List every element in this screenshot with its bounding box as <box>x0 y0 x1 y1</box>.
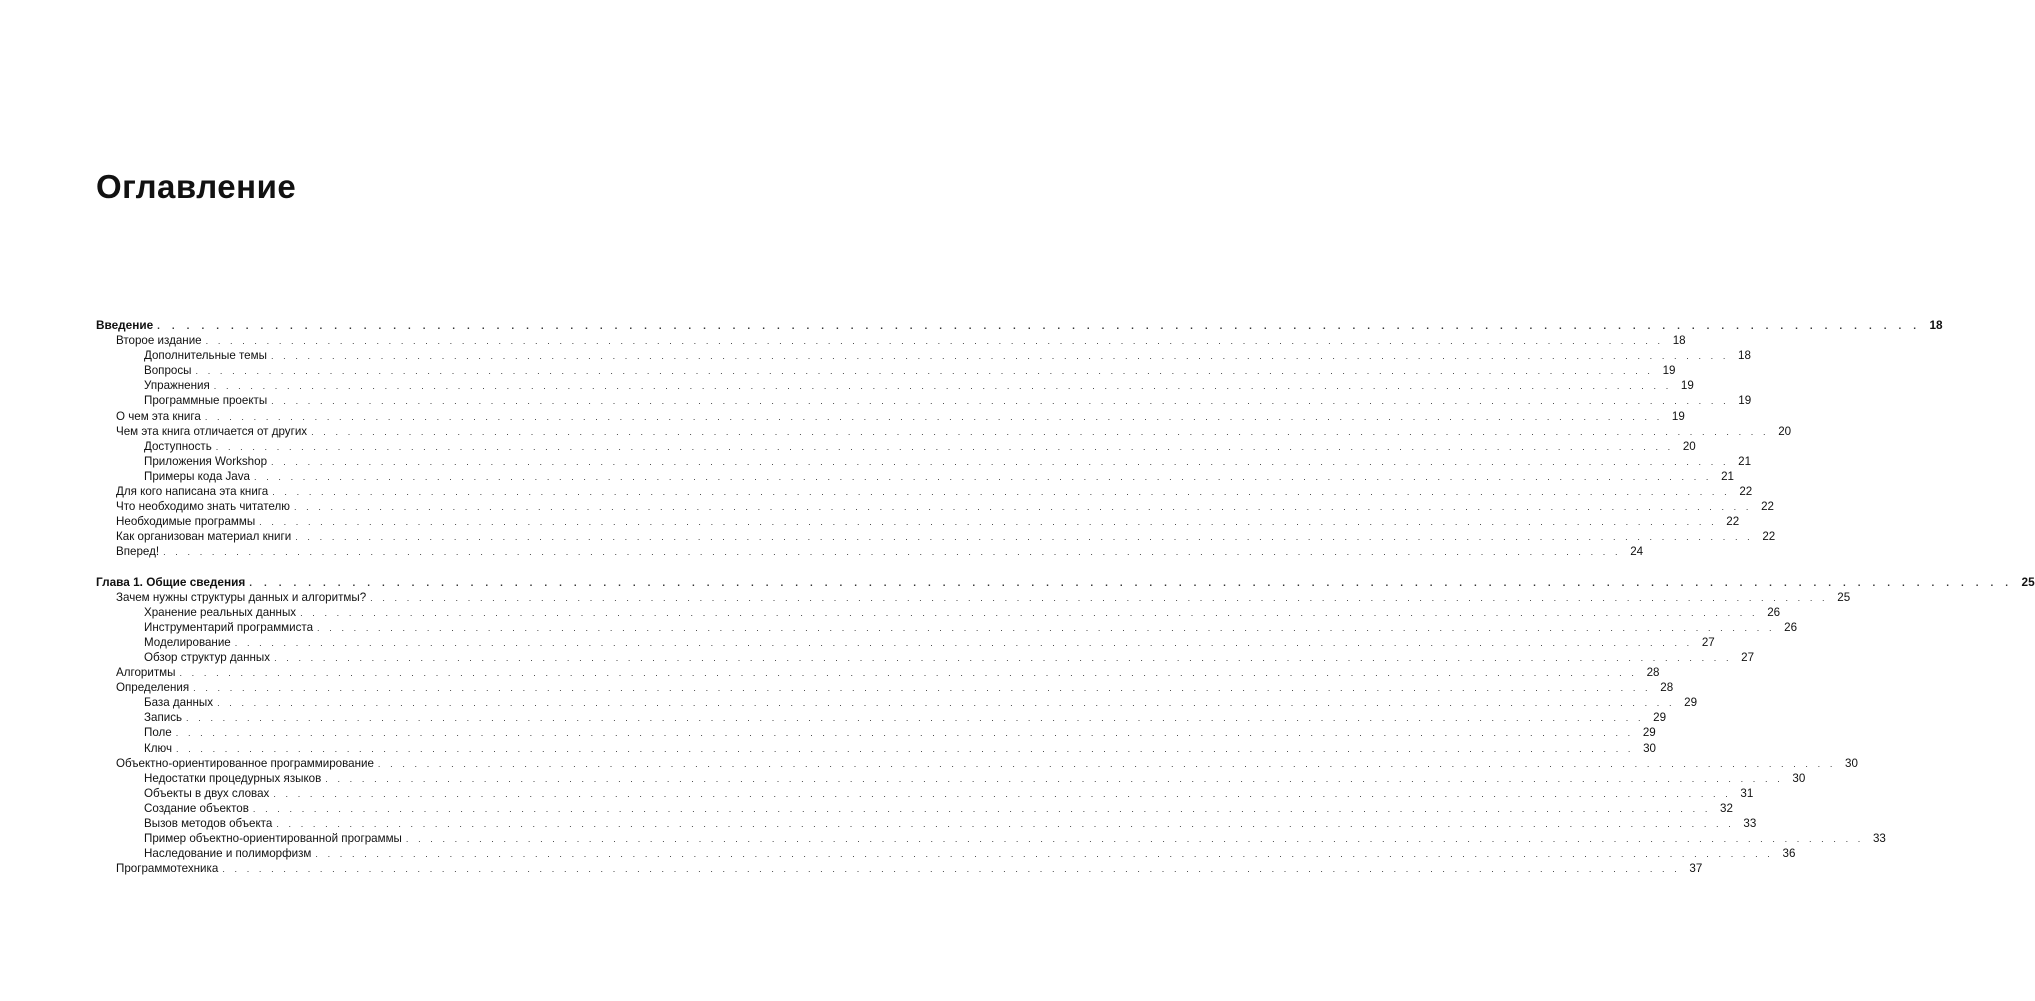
toc-entry-page-number: 19 <box>1662 364 1676 378</box>
toc-entry-page-number: 28 <box>1660 681 1674 695</box>
dot-leader: . . . . . . . . . . . . . . . . . . . . . . . . . . . . . . . . . . . . . . . . . . . . . . . . . . . . . . . . . . . . . . . . . . . . . . . . . . . . . . . . . . . . . . . . . . . . . . . . . . . . . . . . . . . . . . . . . . . . . . . . <box>163 547 1622 558</box>
toc-entry-title: Приложения Workshop <box>144 454 271 469</box>
toc-entry[interactable] <box>96 665 1660 680</box>
toc-entry[interactable] <box>96 725 1656 740</box>
toc-entry[interactable] <box>96 514 1740 529</box>
toc-entry[interactable] <box>96 454 1752 469</box>
dot-leader: . . . . . . . . . . . . . . . . . . . . . . . . . . . . . . . . . . . . . . . . . . . . . . . . . . . . . . . . . . . . . . . . . . . . . . . . . . . . . . . . . . . . . . . . . . . . . . . . . . . . . . . . . . . . . . . . . . . . . . . . <box>370 592 1829 603</box>
toc-entry[interactable] <box>96 363 1676 378</box>
dot-leader: . . . . . . . . . . . . . . . . . . . . . . . . . . . . . . . . . . . . . . . . . . . . . . . . . . . . . . . . . . . . . . . . . . . . . . . . . . . . . . . . . . . . . . . . . . . . . . . . . . . . . . . . . . . . . . . . . . . . . . . . <box>315 849 1774 860</box>
toc-entry[interactable] <box>96 635 1715 650</box>
toc-entry-title: Необходимые программы <box>116 514 259 529</box>
toc-entry[interactable] <box>96 499 1774 514</box>
page-title: Оглавление <box>96 168 297 205</box>
toc-entry-page-number: 27 <box>1701 635 1715 649</box>
toc-entry[interactable] <box>96 424 1792 439</box>
toc-entry-page-number: 25 <box>2021 574 2035 589</box>
dot-leader: . . . . . . . . . . . . . . . . . . . . . . . . . . . . . . . . . . . . . . . . . . . . . . . . . . . . . . . . . . . . . . . . . . . . . . . . . . . . . . . . . . . . . . . . . . . . . . . . . . . . . . . . . . . . . . . . . . . . . . . . <box>259 517 1718 528</box>
toc-entry[interactable] <box>96 710 1667 725</box>
toc-entry-title: Дополнительные темы <box>144 348 271 363</box>
toc-entry-title: Доступность <box>144 439 216 454</box>
dot-leader: . . . . . . . . . . . . . . . . . . . . . . . . . . . . . . . . . . . . . . . . . . . . . . . . . . . . . . . . . . . . . . . . . . . . . . . . . . . . . . . . . . . . . . . . . . . . . . . . . . . . . . . . . . . . . . . . . . . . . . . . <box>252 803 1711 814</box>
dot-leader: . . . . . . . . . . . . . . . . . . . . . . . . . . . . . . . . . . . . . . . . . . . . . . . . . . . . . . . . . . . . . . . . . . . . . . . . . . . . . . . . . . . . . . . . . . . . . . . . . . . . . . . . . . . . . . . . . . . . . . . . <box>325 773 1784 784</box>
toc-entry-title: Примеры кода Java <box>144 469 254 484</box>
dot-leader: . . . . . . . . . . . . . . . . . . . . . . . . . . . . . . . . . . . . . . . . . . . . . . . . . . . . . . . . . . . . . . . . . . . . . . . . . . . . . . . . . . . . . . . . . . . . . . . . . . . . . . . . . . . . . . . . . . . . . . . . <box>195 366 1654 377</box>
toc-entry-page-number: 18 <box>1738 349 1751 363</box>
toc-entry-title: Обзор структур данных <box>144 650 274 665</box>
toc-entry-title: Наследование и полиморфизм <box>144 846 315 861</box>
toc-entry[interactable] <box>96 861 1703 876</box>
dot-leader: . . . . . . . . . . . . . . . . . . . . . . . . . . . . . . . . . . . . . . . . . . . . . . . . . . . . . . . . . . . . . . . . . . . . . . . . . . . . . . . . . . . . . . . . . . . . . . . . . . . . . . . . . . . . . . . . . . . . . . . . <box>217 698 1676 709</box>
toc-entry[interactable] <box>96 695 1698 710</box>
toc-chapter-entry[interactable] <box>96 318 1943 333</box>
toc-entry-page-number: 31 <box>1740 786 1754 800</box>
table-of-contents <box>96 318 2035 876</box>
toc-entry-page-number: 19 <box>1671 409 1685 423</box>
toc-entry-title: Второе издание <box>116 333 206 348</box>
toc-entry-title: Поле <box>144 725 176 740</box>
toc-entry-title: Объектно-ориентированное программирование <box>116 756 378 771</box>
toc-entry[interactable] <box>96 756 1858 771</box>
toc-entry-page-number: 26 <box>1767 605 1781 619</box>
toc-entry-title: Вперед! <box>116 544 163 559</box>
toc-entry-page-number: 22 <box>1762 530 1776 544</box>
toc-entry-title: Ключ <box>144 741 176 756</box>
toc-entry-page-number: 25 <box>1837 590 1851 604</box>
toc-entry-title: Моделирование <box>144 635 235 650</box>
toc-entry-page-number: 32 <box>1720 801 1733 815</box>
dot-leader: . . . . . . . . . . . . . . . . . . . . . . . . . . . . . . . . . . . . . . . . . . . . . . . . . . . . . . . . . . . . . . . . . . . . . . . . . . . . . . . . . . . . . . . . . . . . . . . . . . . . . . . . . . . . . . . . . . . . . . . . <box>293 502 1752 513</box>
toc-entry[interactable] <box>96 816 1757 831</box>
dot-leader: . . . . . . . . . . . . . . . . . . . . . . . . . . . . . . . . . . . . . . . . . . . . . . . . . . . . . . . . . . . . . . . . . . . . . . . . . . . . . . . . . . . . . . . . . . . . . . . . . . . . . . . . . . . . . . . . . . . . . . . . <box>249 577 2013 589</box>
dot-leader: . . . . . . . . . . . . . . . . . . . . . . . . . . . . . . . . . . . . . . . . . . . . . . . . . . . . . . . . . . . . . . . . . . . . . . . . . . . . . . . . . . . . . . . . . . . . . . . . . . . . . . . . . . . . . . . . . . . . . . . . <box>271 456 1730 467</box>
dot-leader: . . . . . . . . . . . . . . . . . . . . . . . . . . . . . . . . . . . . . . . . . . . . . . . . . . . . . . . . . . . . . . . . . . . . . . . . . . . . . . . . . . . . . . . . . . . . . . . . . . . . . . . . . . . . . . . . . . . . . . . . <box>175 728 1634 739</box>
toc-entry-title: Программотехника <box>116 861 222 876</box>
dot-leader: . . . . . . . . . . . . . . . . . . . . . . . . . . . . . . . . . . . . . . . . . . . . . . . . . . . . . . . . . . . . . . . . . . . . . . . . . . . . . . . . . . . . . . . . . . . . . . . . . . . . . . . . . . . . . . . . . . . . . . . . <box>157 321 1921 332</box>
toc-entry-page-number: 33 <box>1743 817 1757 830</box>
dot-leader: . . . . . . . . . . . . . . . . . . . . . . . . . . . . . . . . . . . . . . . . . . . . . . . . . . . . . . . . . . . . . . . . . . . . . . . . . . . . . . . . . . . . . . . . . . . . . . . . . . . . . . . . . . . . . . . . . . . . . . . . <box>405 834 1864 845</box>
toc-entry-page-number: 24 <box>1630 545 1644 559</box>
toc-entry-page-number: 30 <box>1845 756 1858 770</box>
toc-entry[interactable] <box>96 484 1753 499</box>
toc-entry-page-number: 37 <box>1689 862 1703 876</box>
toc-entry-title: Зачем нужны структуры данных и алгоритмы? <box>116 590 370 605</box>
dot-leader: . . . . . . . . . . . . . . . . . . . . . . . . . . . . . . . . . . . . . . . . . . . . . . . . . . . . . . . . . . . . . . . . . . . . . . . . . . . . . . . . . . . . . . . . . . . . . . . . . . . . . . . . . . . . . . . . . . . . . . . . <box>273 788 1732 799</box>
toc-entry-page-number: 18 <box>1929 318 1943 332</box>
toc-entry-title: Инструментарий программиста <box>144 620 317 635</box>
toc-entry-title: Программные проекты <box>144 393 271 408</box>
dot-leader: . . . . . . . . . . . . . . . . . . . . . . . . . . . . . . . . . . . . . . . . . . . . . . . . . . . . . . . . . . . . . . . . . . . . . . . . . . . . . . . . . . . . . . . . . . . . . . . . . . . . . . . . . . . . . . . . . . . . . . . . <box>186 713 1645 724</box>
toc-entry-title: Определения <box>116 680 193 695</box>
toc-entry-page-number: 29 <box>1653 711 1667 725</box>
dot-leader: . . . . . . . . . . . . . . . . . . . . . . . . . . . . . . . . . . . . . . . . . . . . . . . . . . . . . . . . . . . . . . . . . . . . . . . . . . . . . . . . . . . . . . . . . . . . . . . . . . . . . . . . . . . . . . . . . . . . . . . . <box>271 396 1730 407</box>
toc-entry[interactable] <box>96 409 1685 424</box>
toc-entry-title: Чем эта книга отличается от других <box>116 424 311 439</box>
dot-leader: . . . . . . . . . . . . . . . . . . . . . . . . . . . . . . . . . . . . . . . . . . . . . . . . . . . . . . . . . . . . . . . . . . . . . . . . . . . . . . . . . . . . . . . . . . . . . . . . . . . . . . . . . . . . . . . . . . . . . . . . <box>213 381 1672 392</box>
dot-leader: . . . . . . . . . . . . . . . . . . . . . . . . . . . . . . . . . . . . . . . . . . . . . . . . . . . . . . . . . . . . . . . . . . . . . . . . . . . . . . . . . . . . . . . . . . . . . . . . . . . . . . . . . . . . . . . . . . . . . . . . <box>311 426 1770 437</box>
dot-leader: . . . . . . . . . . . . . . . . . . . . . . . . . . . . . . . . . . . . . . . . . . . . . . . . . . . . . . . . . . . . . . . . . . . . . . . . . . . . . . . . . . . . . . . . . . . . . . . . . . . . . . . . . . . . . . . . . . . . . . . . <box>176 743 1635 754</box>
toc-entry[interactable] <box>96 348 1751 363</box>
toc-entry[interactable] <box>96 378 1694 393</box>
dot-leader: . . . . . . . . . . . . . . . . . . . . . . . . . . . . . . . . . . . . . . . . . . . . . . . . . . . . . . . . . . . . . . . . . . . . . . . . . . . . . . . . . . . . . . . . . . . . . . . . . . . . . . . . . . . . . . . . . . . . . . . . <box>205 336 1664 347</box>
dot-leader: . . . . . . . . . . . . . . . . . . . . . . . . . . . . . . . . . . . . . . . . . . . . . . . . . . . . . . . . . . . . . . . . . . . . . . . . . . . . . . . . . . . . . . . . . . . . . . . . . . . . . . . . . . . . . . . . . . . . . . . . <box>215 441 1674 452</box>
toc-entry[interactable] <box>96 650 1755 665</box>
toc-entry-page-number: 18 <box>1672 334 1686 348</box>
toc-entry-page-number: 22 <box>1739 485 1753 499</box>
toc-entry-page-number: 33 <box>1872 832 1886 846</box>
toc-entry-page-number: 29 <box>1684 696 1698 710</box>
toc-entry-page-number: 27 <box>1741 650 1755 664</box>
dot-leader: . . . . . . . . . . . . . . . . . . . . . . . . . . . . . . . . . . . . . . . . . . . . . . . . . . . . . . . . . . . . . . . . . . . . . . . . . . . . . . . . . . . . . . . . . . . . . . . . . . . . . . . . . . . . . . . . . . . . . . . . <box>270 351 1729 362</box>
toc-entry-page-number: 20 <box>1682 439 1696 453</box>
toc-entry-page-number: 30 <box>1792 771 1806 785</box>
toc-entry-title: Упражнения <box>144 378 214 393</box>
toc-entry[interactable] <box>96 544 1644 559</box>
toc-entry-title: Вопросы <box>144 363 196 378</box>
toc-entry[interactable] <box>96 529 1776 544</box>
toc-entry-page-number: 36 <box>1782 847 1796 861</box>
toc-entry[interactable] <box>96 831 1886 846</box>
toc-entry-title: Глава 1. Общие сведения <box>96 575 249 590</box>
toc-entry-page-number: 28 <box>1646 666 1660 680</box>
toc-entry-title: Пример объектно-ориентированной программы <box>144 831 406 846</box>
toc-entry-title: Как организован материал книги <box>116 529 295 544</box>
toc-entry[interactable] <box>96 786 1754 801</box>
toc-entry[interactable] <box>96 605 1781 620</box>
toc-entry-page-number: 30 <box>1643 741 1657 755</box>
toc-entry-title: Для кого написана эта книга <box>116 484 272 499</box>
dot-leader: . . . . . . . . . . . . . . . . . . . . . . . . . . . . . . . . . . . . . . . . . . . . . . . . . . . . . . . . . . . . . . . . . . . . . . . . . . . . . . . . . . . . . . . . . . . . . . . . . . . . . . . . . . . . . . . . . . . . . . . . <box>377 758 1836 769</box>
dot-leader: . . . . . . . . . . . . . . . . . . . . . . . . . . . . . . . . . . . . . . . . . . . . . . . . . . . . . . . . . . . . . . . . . . . . . . . . . . . . . . . . . . . . . . . . . . . . . . . . . . . . . . . . . . . . . . . . . . . . . . . . <box>222 864 1681 875</box>
dot-leader: . . . . . . . . . . . . . . . . . . . . . . . . . . . . . . . . . . . . . . . . . . . . . . . . . . . . . . . . . . . . . . . . . . . . . . . . . . . . . . . . . . . . . . . . . . . . . . . . . . . . . . . . . . . . . . . . . . . . . . . . <box>274 652 1733 663</box>
toc-entry[interactable] <box>96 333 1686 348</box>
dot-leader: . . . . . . . . . . . . . . . . . . . . . . . . . . . . . . . . . . . . . . . . . . . . . . . . . . . . . . . . . . . . . . . . . . . . . . . . . . . . . . . . . . . . . . . . . . . . . . . . . . . . . . . . . . . . . . . . . . . . . . . . <box>295 532 1754 543</box>
toc-entry-title: Хранение реальных данных <box>144 605 300 620</box>
toc-entry-page-number: 26 <box>1784 620 1798 634</box>
toc-entry-title: Недостатки процедурных языков <box>144 771 325 786</box>
toc-entry-title: О чем эта книга <box>116 409 205 424</box>
toc-entry-page-number: 21 <box>1738 454 1752 468</box>
toc-entry-page-number: 29 <box>1642 726 1656 740</box>
toc-entry[interactable] <box>96 680 1674 695</box>
toc-entry-page-number: 20 <box>1778 424 1792 438</box>
toc-section <box>96 318 1943 560</box>
toc-entry-title: Создание объектов <box>144 801 253 816</box>
toc-entry-title: Вызов методов объекта <box>144 816 276 831</box>
toc-chapter-entry[interactable] <box>96 574 2035 590</box>
dot-leader: . . . . . . . . . . . . . . . . . . . . . . . . . . . . . . . . . . . . . . . . . . . . . . . . . . . . . . . . . . . . . . . . . . . . . . . . . . . . . . . . . . . . . . . . . . . . . . . . . . . . . . . . . . . . . . . . . . . . . . . . <box>272 487 1731 498</box>
dot-leader: . . . . . . . . . . . . . . . . . . . . . . . . . . . . . . . . . . . . . . . . . . . . . . . . . . . . . . . . . . . . . . . . . . . . . . . . . . . . . . . . . . . . . . . . . . . . . . . . . . . . . . . . . . . . . . . . . . . . . . . . <box>300 607 1759 618</box>
toc-entry-title: Алгоритмы <box>116 665 179 680</box>
toc-entry[interactable] <box>96 801 1733 816</box>
toc-entry-title: Запись <box>144 710 186 725</box>
toc-entry[interactable] <box>96 846 1796 861</box>
toc-entry-page-number: 19 <box>1738 394 1752 408</box>
dot-leader: . . . . . . . . . . . . . . . . . . . . . . . . . . . . . . . . . . . . . . . . . . . . . . . . . . . . . . . . . . . . . . . . . . . . . . . . . . . . . . . . . . . . . . . . . . . . . . . . . . . . . . . . . . . . . . . . . . . . . . . . <box>317 622 1776 633</box>
dot-leader: . . . . . . . . . . . . . . . . . . . . . . . . . . . . . . . . . . . . . . . . . . . . . . . . . . . . . . . . . . . . . . . . . . . . . . . . . . . . . . . . . . . . . . . . . . . . . . . . . . . . . . . . . . . . . . . . . . . . . . . . <box>276 819 1735 829</box>
toc-entry-title: База данных <box>144 695 217 710</box>
toc-entry[interactable] <box>96 439 1696 454</box>
dot-leader: . . . . . . . . . . . . . . . . . . . . . . . . . . . . . . . . . . . . . . . . . . . . . . . . . . . . . . . . . . . . . . . . . . . . . . . . . . . . . . . . . . . . . . . . . . . . . . . . . . . . . . . . . . . . . . . . . . . . . . . . <box>234 637 1693 648</box>
toc-section <box>96 574 2035 877</box>
toc-entry-page-number: 21 <box>1721 469 1735 483</box>
toc-entry-page-number: 22 <box>1726 515 1740 529</box>
dot-leader: . . . . . . . . . . . . . . . . . . . . . . . . . . . . . . . . . . . . . . . . . . . . . . . . . . . . . . . . . . . . . . . . . . . . . . . . . . . . . . . . . . . . . . . . . . . . . . . . . . . . . . . . . . . . . . . . . . . . . . . . <box>204 411 1663 422</box>
toc-entry-title: Введение <box>96 318 157 333</box>
dot-leader: . . . . . . . . . . . . . . . . . . . . . . . . . . . . . . . . . . . . . . . . . . . . . . . . . . . . . . . . . . . . . . . . . . . . . . . . . . . . . . . . . . . . . . . . . . . . . . . . . . . . . . . . . . . . . . . . . . . . . . . . <box>254 471 1713 482</box>
toc-entry-title: Что необходимо знать читателю <box>116 499 294 514</box>
toc-entry[interactable] <box>96 469 1735 484</box>
toc-entry-title: Объекты в двух словах <box>144 786 273 801</box>
toc-entry[interactable] <box>96 393 1752 408</box>
dot-leader: . . . . . . . . . . . . . . . . . . . . . . . . . . . . . . . . . . . . . . . . . . . . . . . . . . . . . . . . . . . . . . . . . . . . . . . . . . . . . . . . . . . . . . . . . . . . . . . . . . . . . . . . . . . . . . . . . . . . . . . . <box>193 683 1652 694</box>
toc-entry-page-number: 22 <box>1761 500 1774 514</box>
toc-entry[interactable] <box>96 771 1806 786</box>
toc-entry[interactable] <box>96 590 1851 605</box>
dot-leader: . . . . . . . . . . . . . . . . . . . . . . . . . . . . . . . . . . . . . . . . . . . . . . . . . . . . . . . . . . . . . . . . . . . . . . . . . . . . . . . . . . . . . . . . . . . . . . . . . . . . . . . . . . . . . . . . . . . . . . . . <box>179 668 1638 679</box>
toc-entry-page-number: 19 <box>1680 379 1694 393</box>
toc-entry[interactable] <box>96 741 1657 756</box>
toc-entry[interactable] <box>96 620 1798 635</box>
